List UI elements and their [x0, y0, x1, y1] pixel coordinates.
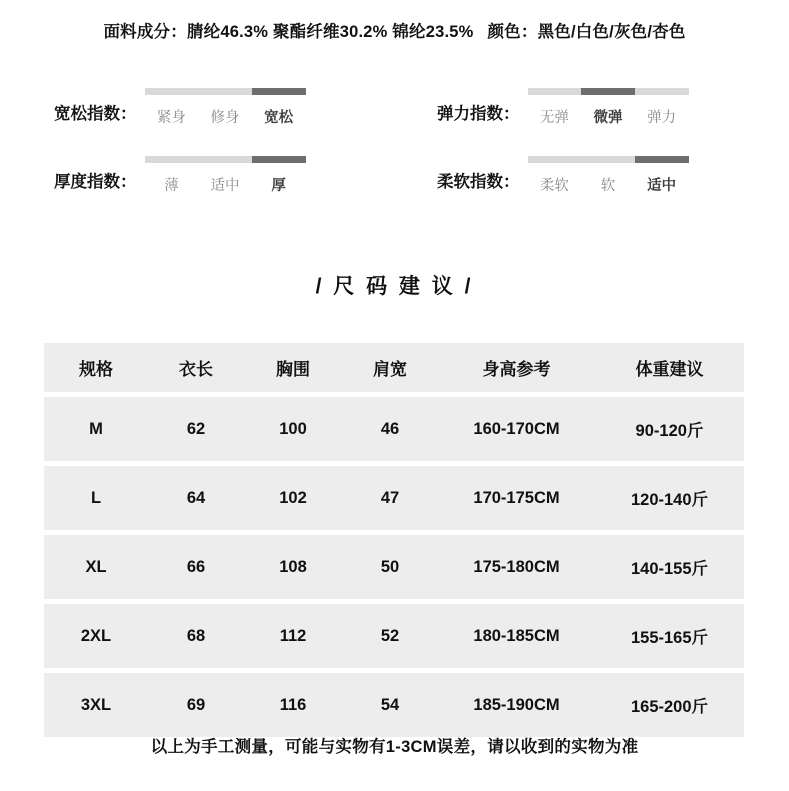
meter-softness-bar — [528, 156, 689, 163]
cell-bust: 100 — [244, 395, 342, 464]
meter-elastic-bar — [528, 88, 689, 95]
meter-elastic-tick-1: 无弹 — [539, 110, 569, 126]
cell-weight: 140-155斤 — [595, 533, 744, 602]
meter-loose-seg-1 — [145, 88, 199, 95]
cell-spec: M — [44, 395, 148, 464]
meter-softness-tick-2: 软 — [600, 178, 616, 194]
meter-softness-seg-2 — [581, 156, 635, 163]
meter-softness-tick-3: 适中 — [647, 178, 677, 194]
meter-elastic-seg-2 — [581, 88, 635, 95]
meter-elastic-seg-3 — [635, 88, 689, 95]
meter-thickness-seg-1 — [145, 156, 199, 163]
meter-softness-index — [437, 156, 689, 195]
meter-softness-body — [528, 156, 689, 195]
meter-softness-tick-1: 柔软 — [539, 178, 569, 194]
cell-weight: 120-140斤 — [595, 464, 744, 533]
cell-spec: L — [44, 464, 148, 533]
column-header-bust: 胸围 — [244, 343, 342, 395]
cell-height: 160-170CM — [438, 395, 595, 464]
meter-elastic-label: 弹力指数： — [437, 105, 520, 123]
meter-loose-seg-3 — [252, 88, 306, 95]
cell-shoulder: 54 — [342, 671, 438, 738]
meter-loose-tick-1: 紧身 — [156, 110, 186, 126]
meter-elastic-tick-2: 微弹 — [593, 110, 623, 126]
meter-thickness-label: 厚度指数： — [54, 173, 137, 191]
column-header-weight: 体重建议 — [595, 343, 744, 395]
meter-softness-seg-1 — [528, 156, 582, 163]
meter-loose-body — [145, 88, 306, 127]
meter-loose-label: 宽松指数： — [54, 105, 137, 123]
index-meters — [0, 88, 789, 228]
meter-thickness-index — [54, 156, 306, 195]
cell-shoulder: 52 — [342, 602, 438, 671]
color-label: 颜色： — [487, 23, 538, 41]
meter-thickness-seg-3 — [252, 156, 306, 163]
cell-height: 185-190CM — [438, 671, 595, 738]
table-row — [44, 602, 744, 671]
meter-loose-bar — [145, 88, 306, 95]
cell-length: 62 — [148, 395, 244, 464]
cell-length: 64 — [148, 464, 244, 533]
table-row — [44, 533, 744, 602]
measurement-disclaimer: 以上为手工测量，可能与实物有1-3CM误差，请以收到的实物为准 — [150, 738, 639, 756]
fabric-label: 面料成分： — [103, 23, 187, 41]
meter-elastic-index — [437, 88, 689, 127]
meter-loose-tick-3: 宽松 — [264, 110, 294, 126]
meter-softness-seg-3 — [635, 156, 689, 163]
meter-thickness-tick-1: 薄 — [164, 178, 179, 194]
cell-bust: 112 — [244, 602, 342, 671]
size-table — [44, 343, 744, 737]
meter-thickness-tick-3: 厚 — [271, 178, 286, 194]
cell-bust: 108 — [244, 533, 342, 602]
meter-loose-index — [54, 88, 306, 127]
meter-elastic-seg-1 — [528, 88, 582, 95]
cell-length: 66 — [148, 533, 244, 602]
table-header-row — [44, 343, 744, 395]
table-row — [44, 395, 744, 464]
meter-softness-label: 柔软指数： — [437, 173, 520, 191]
cell-spec: 3XL — [44, 671, 148, 738]
cell-weight: 90-120斤 — [595, 395, 744, 464]
meter-thickness-bar — [145, 156, 306, 163]
table-row — [44, 671, 744, 738]
meter-thickness-body — [145, 156, 306, 195]
column-header-length: 衣长 — [148, 343, 244, 395]
color-value: 黑色/白色/灰色/杏色 — [537, 23, 686, 41]
cell-weight: 155-165斤 — [595, 602, 744, 671]
cell-spec: XL — [44, 533, 148, 602]
size-section-heading: / 尺 码 建 议 / — [315, 275, 474, 298]
cell-bust: 116 — [244, 671, 342, 738]
cell-height: 170-175CM — [438, 464, 595, 533]
meter-loose-ticks — [145, 106, 306, 127]
column-header-shoulder: 肩宽 — [342, 343, 438, 395]
cell-height: 180-185CM — [438, 602, 595, 671]
cell-bust: 102 — [244, 464, 342, 533]
cell-shoulder: 46 — [342, 395, 438, 464]
table-row — [44, 464, 744, 533]
meter-elastic-ticks — [528, 106, 689, 127]
cell-spec: 2XL — [44, 602, 148, 671]
fabric-color-spec-line — [0, 18, 789, 42]
meter-elastic-tick-3: 弹力 — [647, 110, 677, 126]
column-header-height: 身高参考 — [438, 343, 595, 395]
meter-loose-tick-2: 修身 — [210, 110, 240, 126]
meter-thickness-seg-2 — [198, 156, 252, 163]
cell-length: 68 — [148, 602, 244, 671]
meter-thickness-ticks — [145, 174, 306, 195]
meter-softness-ticks — [528, 174, 689, 195]
cell-length: 69 — [148, 671, 244, 738]
column-header-spec: 规格 — [44, 343, 148, 395]
meter-thickness-tick-2: 适中 — [210, 178, 240, 194]
fabric-value: 腈纶46.3% 聚酯纤维30.2% 锦纶23.5% — [186, 23, 474, 41]
cell-height: 175-180CM — [438, 533, 595, 602]
meter-loose-seg-2 — [198, 88, 252, 95]
cell-weight: 165-200斤 — [595, 671, 744, 738]
cell-shoulder: 47 — [342, 464, 438, 533]
cell-shoulder: 50 — [342, 533, 438, 602]
meter-elastic-body — [528, 88, 689, 127]
